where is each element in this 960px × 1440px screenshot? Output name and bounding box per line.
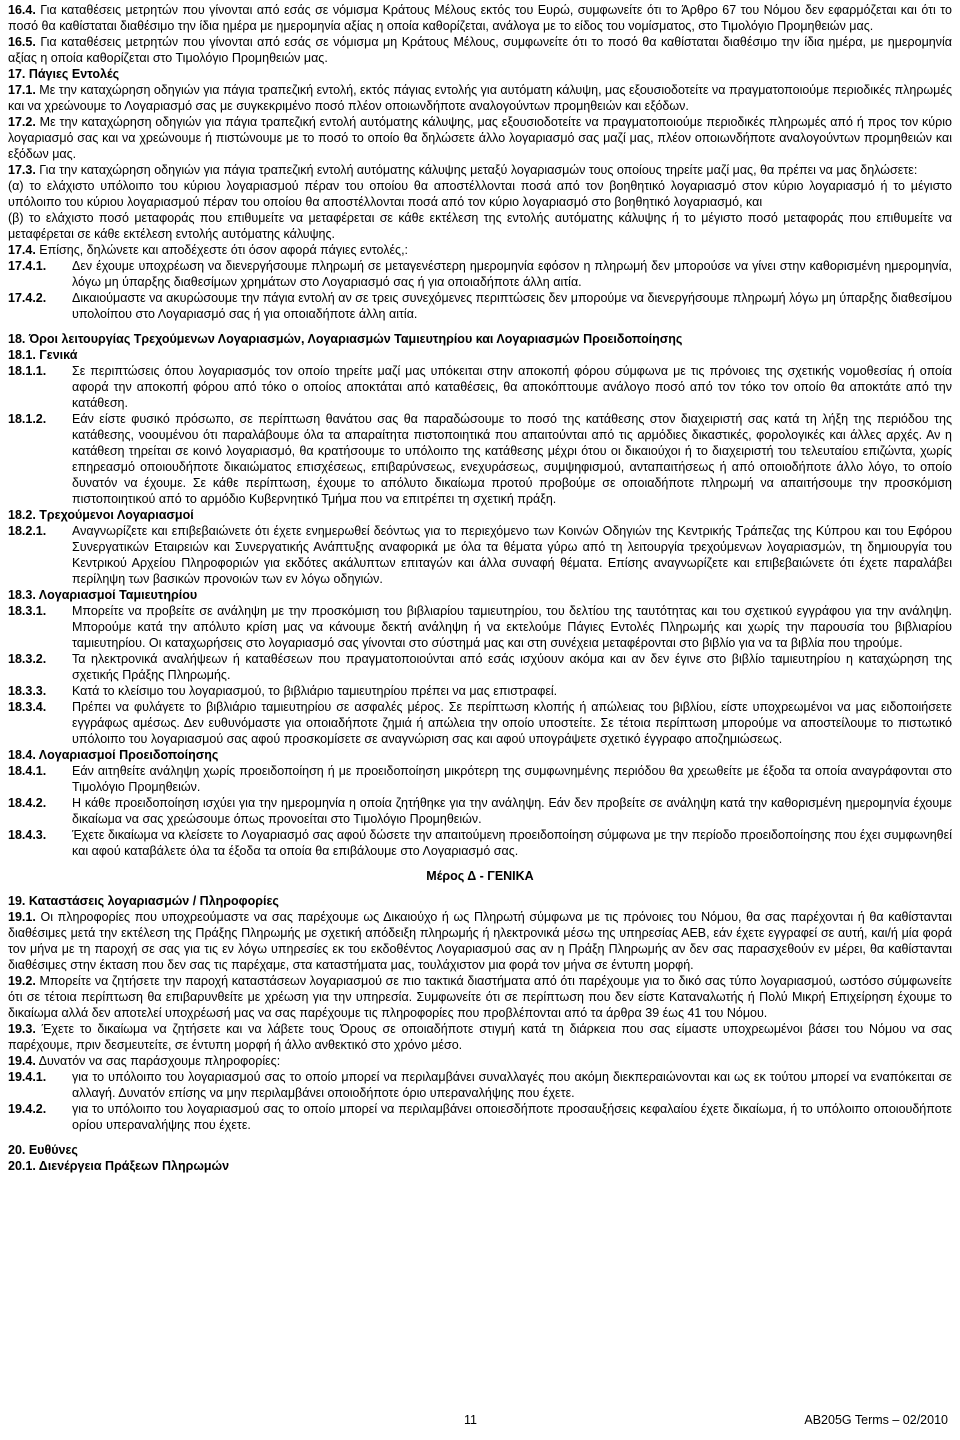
document-code: AB205G Terms – 02/2010 bbox=[804, 1413, 948, 1427]
sub-clause-number: 18.2.1. bbox=[8, 524, 47, 538]
clause-number: 19.1. bbox=[8, 910, 36, 924]
sub-clause-number: 18.3.3. bbox=[8, 684, 47, 698]
sub-clause bbox=[8, 795, 952, 827]
sub-clause bbox=[8, 411, 952, 507]
sub-clause-text: Η κάθε προειδοποίηση ισχύει για την ημερομηνία η οποία ζητήθηκε για την ανάληψη. Εάν δεν προβείτε σε ανάληψη κατά την καθορισμένη ημερομηνία έχουμε δικαίωμα να σας χρεώσουμε όπως προνοείται στο Τιμολόγιο Προμηθειών. bbox=[72, 796, 952, 826]
page-number: 11 bbox=[464, 1413, 477, 1427]
sub-clause-number: 19.4.2. bbox=[8, 1102, 47, 1116]
sub-clause-text: Αναγνωρίζετε και επιβεβαιώνετε ότι έχετε ενημερωθεί δεόντως για το περιεχόμενο των Κοινών Οδηγιών της Κεντρικής Τράπεζας της Κύπρου και του Εφόρου Συνεργατικών Εταιρειών και Συνεργατικής Ανάπτυξης αναφορικά με όλα τα θέματα γύρω από τη λειτουργία τρεχούμενων λογαριασμών, τη δημιουργία του Κεντρικού Αρχείου Πληροφοριών για εκδότες ακάλυπτων επιταγών και άλλα συναφή θέματα. Επίσης αναγνωρίζετε και επιβεβαιώνετε ότι έχετε παραλάβει περίληψη των βασικών προνοιών των εν λόγω οδηγιών. bbox=[72, 524, 952, 586]
numbered-paragraph bbox=[8, 1021, 952, 1053]
document-body bbox=[8, 2, 952, 1174]
sub-clause-text: Τα ηλεκτρονικά αναλήψεων ή καταθέσεων που πραγματοποιούνται από εσάς ισχύουν ακόμα και αν δεν έγινε στο βιβλίο ταμιευτηρίου η καταχώρηση της σχετικής Πράξης Πληρωμής. bbox=[72, 652, 952, 682]
section-heading: 18.3. Λογαριασμοί Ταμιευτηρίου bbox=[8, 588, 198, 602]
section-heading: 17. Πάγιες Εντολές bbox=[8, 67, 120, 81]
sub-clause-text: Σε περιπτώσεις όπου λογαριασμός τον οποίο τηρείτε μαζί μας υπόκειται στην αποκοπή φόρου σύμφωνα με τις πρόνοιες της σχετικής νομοθεσίας ή οποία αφορά την αποκοπή φόρου από τόκο ο οποίος αποκτάται από καταθέσεις, θα αποκόπτουμε ανάλογο ποσό από τον τόκο τον οποίο θα αποκτάτε από την κατάθεση. bbox=[72, 364, 952, 410]
clause-text: Για την καταχώρηση οδηγιών για πάγια τραπεζική εντολή αυτόματης κάλυψης μεταξύ λογαριασμών τους οποίους τηρείτε μαζί μας, θα πρέπει να μας δηλώσετε: bbox=[39, 163, 918, 177]
sub-clause-text: Πρέπει να φυλάγετε το βιβλιάριο ταμιευτηρίου σε ασφαλές μέρος. Σε περίπτωση κλοπής ή απώλειας του βιβλίου, είστε υποχρεωμένοι να μας ειδοποιήσετε εγγράφως αμέσως. Δεν ευθυνόμαστε για οποιαδήποτε ζημιά ή απώλεια την οποίο υποστείτε. Σε τέτοια περίπτωση μπορούμε να αποστείλουμε το πιστωτικό υπόλοιπο του λογαριασμού σας αφού προσκομίσετε σε αναγνώριση σας και αφού υπογράψετε σχετικό έγγραφο αποζημιώσεως. bbox=[72, 700, 952, 746]
sub-clause-text: Μπορείτε να προβείτε σε ανάληψη με την προσκόμιση του βιβλιαρίου ταμιευτηρίου, του δελτίου της ταυτότητας και του σχετικού εγγράφου για την ανάληψη. Μπορούμε κατά την απόλυτο κρίση μας να κάνουμε δεκτή ανάληψη ή να εκτελούμε Πάγιες Εντολές Πληρωμής και χωρίς την παρουσία του βιβλιαρίου ταμιευτηρίου. Οι καταχωρήσεις στο λογαριασμό σας γίνονται στο σύστημά μας και στη συνέχεια μεταφέρονται στο βιβλίο για να τα βιβλία που τηρούμε. bbox=[72, 604, 952, 650]
sub-clause-number: 17.4.2. bbox=[8, 291, 47, 305]
paragraph: (α) το ελάχιστο υπόλοιπο του κύριου λογαριασμού πέραν του οποίου θα αποστέλλονται ποσά από τον βοηθητικό λογαριασμό στον κύριο λογαριασμό ή το μέγιστο υπόλοιπο του κύριου λογαριασμού πέραν του οποίου θα αποστέλλονται ποσά από τον κύριο λογαριασμό στο βοηθητικό λογαριασμό, και bbox=[8, 179, 952, 209]
clause-number: 19.3. bbox=[8, 1022, 36, 1036]
clause-text: Για καταθέσεις μετρητών που γίνονται από εσάς σε νόμισμα Κράτους Μέλους εκτός του Ευρώ, συμφωνείτε ότι το Άρθρο 67 του Νόμου δεν εφαρμόζεται και ότι το ποσό θα καθίσταται διαθέσιμο την ίδια ημέρα με ημερομηνία αξίας η οποία καθορίζεται, ανάλογα με το είδος του νομίσματος, στο Τιμολόγιο Προμηθειών μας. bbox=[8, 3, 952, 33]
sub-clause-number: 18.3.1. bbox=[8, 604, 47, 618]
sub-clause-number: 18.1.1. bbox=[8, 364, 47, 378]
spacer bbox=[8, 884, 952, 893]
sub-clause-number: 19.4.1. bbox=[8, 1070, 47, 1084]
clause-number: 17.2. bbox=[8, 115, 36, 129]
sub-clause-text: Κατά το κλείσιμο του λογαριασμού, το βιβλιάριο ταμιευτηρίου πρέπει να μας επιστραφεί. bbox=[72, 684, 558, 698]
clause-text: Έχετε το δικαίωμα να ζητήσετε και να λάβετε τους Όρους σε οποιαδήποτε στιγμή κατά τη διάρκεια που σας είμαστε υποχρεωμένοι βάσει του Νόμου να σας παρέχουμε, πριν δεσμευτείτε, σε έντυπη μορφή ή άλλο ανθεκτικό στο χρόνο μέσο. bbox=[8, 1022, 952, 1052]
sub-clause bbox=[8, 763, 952, 795]
numbered-paragraph bbox=[8, 242, 952, 258]
sub-clause-number: 18.3.2. bbox=[8, 652, 47, 666]
clause-text: Με την καταχώρηση οδηγιών για πάγια τραπεζική εντολή, εκτός πάγιας εντολής για αυτόματη κάλυψη, μας εξουσιοδοτείτε να πραγματοποιούμε περιοδικές πληρωμές και να χρεώνουμε το Λογαριασμό σας με συγκεκριμένο ποσό πλέον οποιωνδήποτε αναλογούντων προμηθειών και εξόδων. bbox=[8, 83, 952, 113]
spacer bbox=[8, 859, 952, 868]
sub-clause bbox=[8, 523, 952, 587]
sub-clause bbox=[8, 258, 952, 290]
paragraph: (β) το ελάχιστο ποσό μεταφοράς που επιθυμείτε να μεταφέρεται σε κάθε εκτέλεση της εντολής αυτόματης κάλυψης ή το μέγιστο ποσό μεταφοράς που επιθυμείτε να μεταφέρεται σε κάθε εκτέλεση εντολής αυτόματης κάλυψης. bbox=[8, 211, 952, 241]
numbered-paragraph bbox=[8, 34, 952, 66]
sub-clause bbox=[8, 290, 952, 322]
numbered-paragraph bbox=[8, 973, 952, 1021]
clause-number: 17.1. bbox=[8, 83, 36, 97]
sub-clause bbox=[8, 651, 952, 683]
numbered-paragraph bbox=[8, 2, 952, 34]
clause-text: Δυνατόν να σας παράσχουμε πληροφορίες: bbox=[38, 1054, 281, 1068]
clause-text: Μπορείτε να ζητήσετε την παροχή καταστάσεων λογαριασμού σε πιο τακτικά διαστήματα από ότι παρέχουμε για το δικό σας τύπο λογαριασμού, ωστόσο σύμφωνείτε ότι σε τέτοια περίπτωση θα επιβαρυνθείτε με χρέωση για την υπηρεσία. Συμφωνείτε ότι σε περίπτωση που δεν είστε Καταναλωτής ή Πολύ Μικρή Επιχείρηση έχουμε το δικαίωμα αλλά δεν αποτελεί υποχρέωσή μας να σας παρέχουμε τις πληροφορίες που προβλέπονται από τα άρθρα 39 έως 41 του Νόμου. bbox=[8, 974, 952, 1020]
sub-clause bbox=[8, 1069, 952, 1101]
sub-clause-number: 17.4.1. bbox=[8, 259, 47, 273]
clause-text: Για καταθέσεις μετρητών που γίνονται από εσάς σε νόμισμα μη Κράτους Μέλους, συμφωνείτε ότι το ποσό θα καθίσταται διαθέσιμο την ίδια ημέρα, με ημερομηνία αξίας η οποία καθορίζεται στο Τιμολόγιο Προμηθειών μας. bbox=[8, 35, 952, 65]
section-heading: 18.2. Τρεχούμενοι Λογαριασμοί bbox=[8, 508, 194, 522]
sub-clause-number: 18.4.1. bbox=[8, 764, 47, 778]
sub-clause-text: Εάν είστε φυσικό πρόσωπο, σε περίπτωση θανάτου σας θα παραδώσουμε το ποσό της κατάθεσης στον διαχειριστή σας κατά τη λήξη της περιόδου της κατάθεσης, νοουμένου ότι παραλάβουμε όλα τα απαραίτητα πιστοποιητικά που απαιτούνται από τις αρμόδιες δικαστικές, φορολογικές και άλλες αρχές. Αν η κατάθεση τηρείται σε κοινό λογαριασμό, θα κρατήσουμε το υπόλοιπο της κατάθεσης μέχρι ότου οι δικαιούχοι ή το διαχειριστή του τελευταίου επιζώντα, χωρίς επηρεασμό οποιουδήποτε δικαιώματος επισχέσεως, επιβαρύνσεως, ενεχυράσεως, συμψηφισμού, ανταπαιτήσεως ή από οποιοδήποτε άλλο λόγο, το οποίο δυνατόν να έχουμε. Σε κάθε περίπτωση, έχουμε το απόλυτο δικαίωμα προτού προβούμε σε οποιαδήποτε πληρωμή να απαιτήσουμε την προσκόμιση πιστοποιητικού από το αρμόδιο Κυβερνητικό Τμήμα που να επιτρέπει τη σχετική πράξη. bbox=[72, 412, 952, 506]
spacer bbox=[8, 322, 952, 331]
numbered-paragraph bbox=[8, 162, 952, 178]
clause-text: Επίσης, δηλώνετε και αποδέχεστε ότι όσον αφορά πάγιες εντολές,: bbox=[39, 243, 409, 257]
sub-clause-text: Έχετε δικαίωμα να κλείσετε το Λογαριασμό σας αφού δώσετε την απαιτούμενη προειδοποίηση σύμφωνα με την περίοδο προειδοποίησης που έχει συμφωνηθεί και αφού καταβάλετε όλα τα έξοδα τα οποία θα επιβάλουμε στο Λογαριασμό σας. bbox=[72, 828, 952, 858]
sub-clause-text: Δεν έχουμε υποχρέωση να διενεργήσουμε πληρωμή σε μεταγενέστερη ημερομηνία εφόσον η πληρωμή δεν μπορούσε να γίνει στην καθορισμένη ημερομηνία, λόγω μη ύπαρξης διαθεσίμων χρημάτων στο Λογαριασμό σας ή για οποιαδήποτε άλλη αιτία. bbox=[72, 259, 952, 289]
section-heading: 18.4. Λογαριασμοί Προειδοποίησης bbox=[8, 748, 219, 762]
clause-number: 19.2. bbox=[8, 974, 36, 988]
numbered-paragraph bbox=[8, 114, 952, 162]
clause-text: Με την καταχώρηση οδηγιών για πάγια τραπεζική εντολή αυτόματης κάλυψης, μας εξουσιοδοτείτε να πραγματοποιούμε περιοδικές πληρωμές από ή προς τον κύριο λογαριασμό σας και να χρεώνουμε ή πιστώνουμε με το ποσό το οποίο θα δηλώσετε άλλο λογαριασμό σας μαζί μας, πλέον οποιωνδήποτε αναλογούντων προμηθειών και εξόδων μας. bbox=[8, 115, 952, 161]
clause-number: 17.4. bbox=[8, 243, 36, 257]
numbered-paragraph bbox=[8, 82, 952, 114]
clause-number: 17.3. bbox=[8, 163, 36, 177]
sub-clause bbox=[8, 1101, 952, 1133]
sub-clause-text: για το υπόλοιπο του λογαριασμού σας το οποίο μπορεί να περιλαμβάνει οποιεσδήποτε προσαυξήσεις κεφαλαίου έχετε δικαίωμα, ή το υπόλοιπο οποιουδήποτε ορίου υπεραναλήψης που έχετε. bbox=[72, 1102, 952, 1132]
sub-clause bbox=[8, 699, 952, 747]
sub-clause-text: Δικαιούμαστε να ακυρώσουμε την πάγια εντολή αν σε τρεις συνεχόμενες περιπτώσεις δεν μπορούμε να διενεργήσουμε πληρωμή λόγω μη ύπαρξης διαθεσίμου υπολοίπου στο Λογαριασμό σας ή για οποιαδήποτε άλλη αιτία. bbox=[72, 291, 952, 321]
sub-clause-number: 18.4.3. bbox=[8, 828, 47, 842]
sub-clause-text: Εάν αιτηθείτε ανάληψη χωρίς προειδοποίηση ή με προειδοποίηση μικρότερη της συμφωνημένης περιόδου θα χρεωθείτε με έξοδα τα οποία αναγράφονται στο Τιμολόγιο Προμηθειών. bbox=[72, 764, 952, 794]
spacer bbox=[8, 1133, 952, 1142]
sub-clause bbox=[8, 683, 952, 699]
section-heading: 20.1. Διενέργεια Πράξεων Πληρωμών bbox=[8, 1159, 230, 1173]
sub-clause-number: 18.1.2. bbox=[8, 412, 47, 426]
document-page bbox=[8, 0, 952, 1440]
sub-clause bbox=[8, 363, 952, 411]
sub-clause bbox=[8, 827, 952, 859]
numbered-paragraph bbox=[8, 909, 952, 973]
numbered-paragraph bbox=[8, 1053, 952, 1069]
clause-text: Οι πληροφορίες που υποχρεούμαστε να σας παρέχουμε ως Δικαιούχο ή ως Πληρωτή σύμφωνα με τις πρόνοιες του Νόμου, θα σας παρέχονται ή θα καθίστανται διαθέσιμες μετά την εκτέλεση της Πράξης Πληρωμής με σχετική απόδειξη πληρωμής ή ηλεκτρονικά μέσω της υπηρεσίας ΑΕΒ, εάν έχετε εγγραφεί σε αυτή, και/ή μία φορά τον μήνα με τη παροχή σε σας για τις εν λόγω υπηρεσίες εκ του εκδοθέντος Λογαριασμού σας αν η Πράξη Πληρωμής αν δεν σας παρασχεθούν εν μέρει, θα καθίστανται διαθέσιμες στην έκταση που δεν σας τις παρέχαμε, στα καταστήματα μας, τουλάχιστον μια φορά τον μήνα σε έντυπη μορφή. bbox=[8, 910, 952, 972]
clause-number: 16.4. bbox=[8, 3, 36, 17]
clause-number: 16.5. bbox=[8, 35, 36, 49]
section-heading: 18. Όροι λειτουργίας Τρεχούμενων Λογαριασμών, Λογαριασμών Ταμιευτηρίου και Λογαριασμών Προειδοποίησης bbox=[8, 332, 683, 346]
clause-number: 19.4. bbox=[8, 1054, 36, 1068]
sub-clause-number: 18.4.2. bbox=[8, 796, 47, 810]
section-heading: 20. Ευθύνες bbox=[8, 1143, 78, 1157]
sub-clause-number: 18.3.4. bbox=[8, 700, 47, 714]
sub-clause-text: για το υπόλοιπο του λογαριασμού σας το οποίο μπορεί να περιλαμβάνει συναλλαγές που ακόμη διεκπεραιώνονται και ως εκ τούτου μπορεί να εναπόκειται σε αλλαγή. Δυνατόν επίσης να μην περιλαμβάνει οποιοδήποτε όριο υπεραναλήψης που έχετε. bbox=[72, 1070, 952, 1100]
section-heading: 18.1. Γενικά bbox=[8, 348, 78, 362]
sub-clause bbox=[8, 603, 952, 651]
part-heading: Μέρος Δ - ΓΕΝΙΚΑ bbox=[426, 869, 534, 883]
section-heading: 19. Καταστάσεις λογαριασμών / Πληροφορίες bbox=[8, 894, 279, 908]
